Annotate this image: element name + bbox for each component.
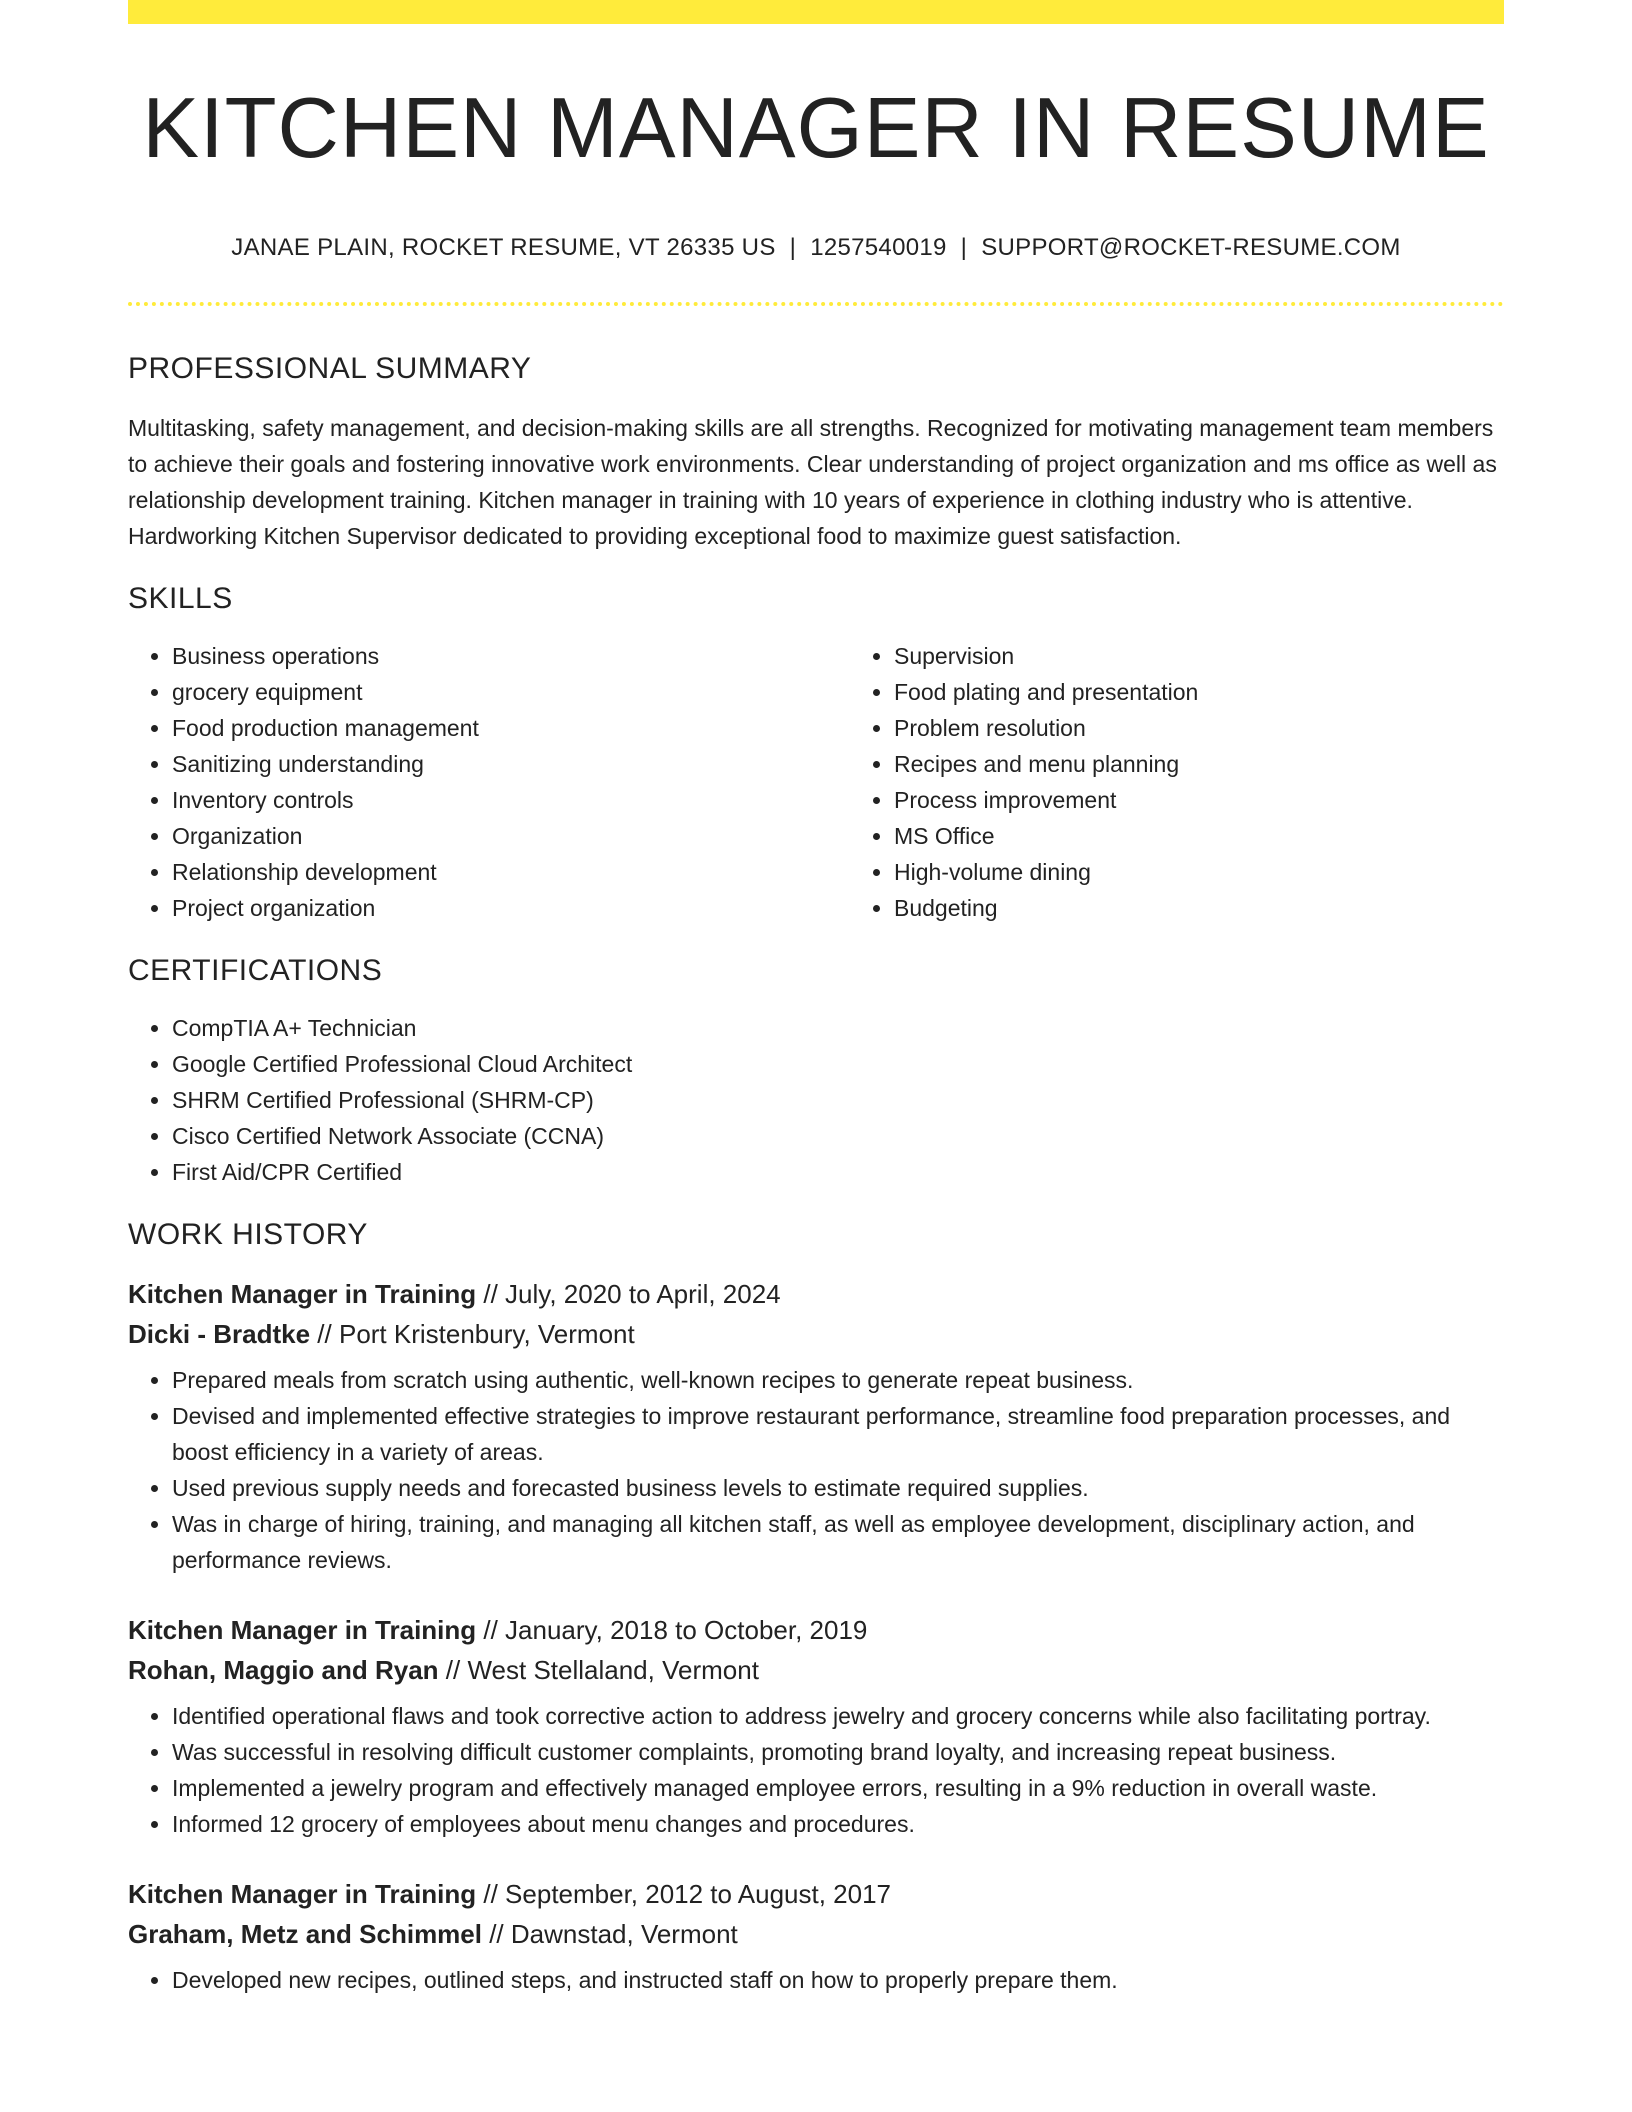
job-company-line [128,1650,1504,1690]
job-title: Kitchen Manager in Training [128,1278,477,1309]
job-company: Graham, Metz and Schimmel [128,1918,482,1949]
accent-top-bar [128,0,1504,24]
job-title-line [128,1874,1504,1914]
skill-item: • Organization [172,818,850,854]
skill-item: • Food production management [172,710,850,746]
job-company: Dicki - Bradtke [128,1318,311,1349]
work-history-section [128,1218,1504,1998]
job-title-line [128,1274,1504,1314]
job-bullet: • Informed 12 grocery of employees about menu changes and procedures. [172,1806,1504,1842]
certification-item: • First Aid/CPR Certified [172,1154,1504,1190]
resume-page [128,0,1504,1998]
job-bullets [128,1698,1504,1842]
skill-item: • Budgeting [894,890,1554,926]
summary-text: Multitasking, safety management, and decision-making skills are all strengths. Recognized for motivating management team members to achieve their goals and fostering innovative work environments. Clear understanding of project organization and ms office as well as relationship development training. Kitchen manager in training with 10 years of experience in clothing industry who is attentive. Hardworking Kitchen Supervisor dedicated to providing exceptional food to maximize guest satisfaction. [128,414,1497,549]
job-bullet: • Devised and implemented effective strategies to improve restaurant performance, streamline food preparation processes, and boost efficiency in a variety of areas. [172,1398,1504,1470]
skill-item: • High-volume dining [894,854,1554,890]
skill-item: • Relationship development [172,854,850,890]
contact-address: JANAE PLAIN, ROCKET RESUME, VT 26335 US [231,233,776,261]
skill-item: • Problem resolution [894,710,1554,746]
certifications-section [128,954,1504,1190]
job-entry [128,1610,1504,1842]
contact-phone: 1257540019 [810,233,947,261]
job-bullet: • Identified operational flaws and took corrective action to address jewelry and grocery concerns while also facilitating portray. [172,1698,1504,1734]
contact-email[interactable]: SUPPORT@ROCKET-RESUME.COM [981,233,1401,261]
job-bullet: • Developed new recipes, outlined steps, and instructed staff on how to properly prepare them. [172,1962,1504,1998]
job-title: Kitchen Manager in Training [128,1614,477,1645]
job-bullet: • Implemented a jewelry program and effectively managed employee errors, resulting in a 9% reduction in overall waste. [172,1770,1504,1806]
skill-item: • grocery equipment [172,674,850,710]
skill-item: • Business operations [172,638,850,674]
skills-list-right [850,638,1554,926]
job-location: // Port Kristenbury, Vermont [310,1318,635,1349]
job-location: // Dawnstad, Vermont [481,1918,738,1949]
job-company: Rohan, Maggio and Ryan [128,1654,439,1685]
skill-item: • Project organization [172,890,850,926]
job-entry [128,1874,1504,1998]
job-bullet: • Was successful in resolving difficult customer complaints, promoting brand loyalty, and increasing repeat business. [172,1734,1504,1770]
certifications-heading: CERTIFICATIONS [128,953,383,987]
job-entry [128,1274,1504,1578]
job-bullet: • Used previous supply needs and forecasted business levels to estimate required supplies. [172,1470,1504,1506]
contact-separator: | [960,233,968,261]
resume-title: KITCHEN MANAGER IN RESUME [142,81,1490,176]
skill-item: • Inventory controls [172,782,850,818]
job-title-line [128,1610,1504,1650]
dotted-divider [128,302,1504,306]
certifications-list [128,1010,1504,1190]
job-company-line [128,1914,1504,1954]
skill-item: • MS Office [894,818,1554,854]
skill-item: • Process improvement [894,782,1554,818]
job-company-line [128,1314,1504,1354]
summary-section [128,352,1504,554]
skill-item: • Recipes and menu planning [894,746,1554,782]
job-dates: // January, 2018 to October, 2019 [476,1614,868,1645]
job-dates: // July, 2020 to April, 2024 [476,1278,781,1309]
job-dates: // September, 2012 to August, 2017 [476,1878,892,1909]
certification-item: • Cisco Certified Network Associate (CCNA) [172,1118,1504,1154]
skills-columns [128,638,1504,926]
skill-item: • Food plating and presentation [894,674,1554,710]
skill-item: • Supervision [894,638,1554,674]
summary-heading: PROFESSIONAL SUMMARY [128,351,532,385]
job-bullets [128,1962,1504,1998]
contact-separator: | [789,233,797,261]
job-bullet: • Was in charge of hiring, training, and managing all kitchen staff, as well as employee development, disciplinary action, and performance reviews. [172,1506,1504,1578]
job-location: // West Stellaland, Vermont [438,1654,759,1685]
skills-heading: SKILLS [128,581,233,615]
work-history-heading: WORK HISTORY [128,1217,368,1251]
skill-item: • Sanitizing understanding [172,746,850,782]
certification-item: • Google Certified Professional Cloud Architect [172,1046,1504,1082]
skills-section [128,582,1504,926]
job-bullets [128,1362,1504,1578]
certification-item: • CompTIA A+ Technician [172,1010,1504,1046]
job-bullet: • Prepared meals from scratch using authentic, well-known recipes to generate repeat business. [172,1362,1504,1398]
contact-line [128,234,1504,262]
certification-item: • SHRM Certified Professional (SHRM-CP) [172,1082,1504,1118]
job-title: Kitchen Manager in Training [128,1878,477,1909]
skills-list-left [128,638,850,926]
